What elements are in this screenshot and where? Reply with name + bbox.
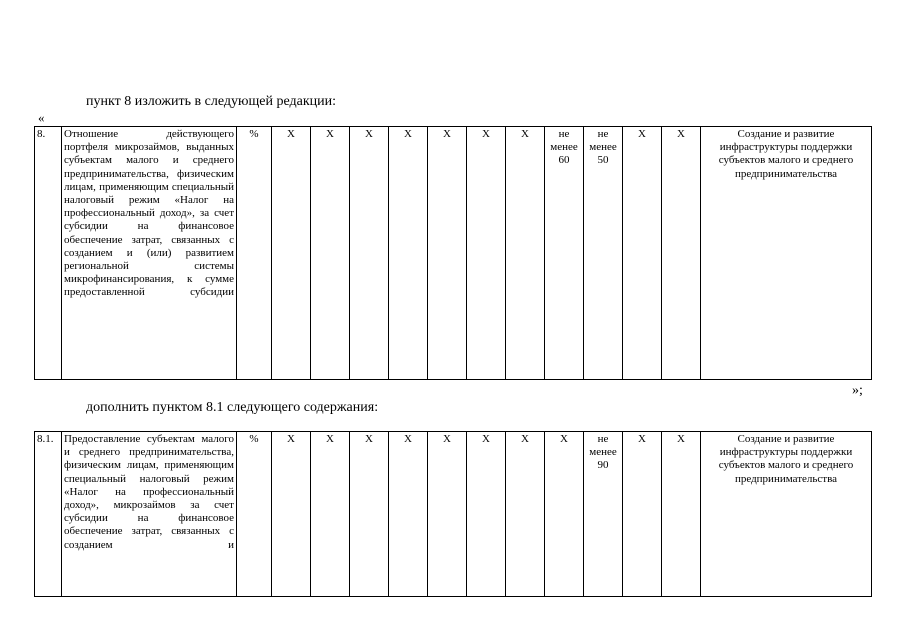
value-cell: X — [623, 127, 662, 380]
value-cell: X — [662, 432, 701, 597]
row-number: 8.1. — [35, 432, 62, 597]
value-cell: не менее 50 — [584, 127, 623, 380]
indicator-table-row-8 — [34, 126, 872, 380]
add-paragraph: дополнить пунктом 8.1 следующего содержания: — [86, 400, 379, 415]
opening-quote: « — [38, 110, 45, 125]
value-cell: X — [389, 432, 428, 597]
value-cell: X — [272, 432, 311, 597]
value-cell: X — [545, 432, 584, 597]
unit-cell: % — [237, 127, 272, 380]
value-cell: не менее 60 — [545, 127, 584, 380]
value-cell: X — [623, 432, 662, 597]
amend-paragraph: пункт 8 изложить в следующей редакции: — [86, 94, 336, 109]
value-cell: X — [311, 432, 350, 597]
table-row — [35, 432, 872, 597]
value-cell: X — [467, 432, 506, 597]
indicator-table-row-8-1 — [34, 431, 872, 597]
indicator-description: Отношение действующего портфеля микрозаймов, выданных субъектам малого и среднего предпринимательства, физическим лицам, применяющим специальный налоговый режим «Налог на профессиональный доход», за счет субсидии на финансовое обеспечение затрат, связанных с созданием и (или) развитием региональной системы микрофинансирования, к сумме предоставленной субсидии — [62, 127, 237, 380]
value-cell: X — [350, 127, 389, 380]
program-note: Создание и развитие инфраструктуры поддержки субъектов малого и среднего предпринимательства — [701, 432, 872, 597]
value-cell: не менее 90 — [584, 432, 623, 597]
indicator-description: Предоставление субъектам малого и среднего предпринимательства, физическим лицам, применяющим специальный налоговый режим «Налог на профессиональный доход», микрозаймов за счет субсидии на финансовое обеспечение затрат, связанных с созданием и — [62, 432, 237, 597]
program-note: Создание и развитие инфраструктуры поддержки субъектов малого и среднего предпринимательства — [701, 127, 872, 380]
value-cell: X — [506, 127, 545, 380]
value-cell: X — [506, 432, 545, 597]
closing-quote: »; — [852, 383, 863, 398]
value-cell: X — [662, 127, 701, 380]
unit-cell: % — [237, 432, 272, 597]
value-cell: X — [272, 127, 311, 380]
value-cell: X — [389, 127, 428, 380]
value-cell: X — [428, 127, 467, 380]
value-cell: X — [467, 127, 506, 380]
value-cell: X — [428, 432, 467, 597]
value-cell: X — [350, 432, 389, 597]
value-cell: X — [311, 127, 350, 380]
row-number: 8. — [35, 127, 62, 380]
table-row — [35, 127, 872, 380]
